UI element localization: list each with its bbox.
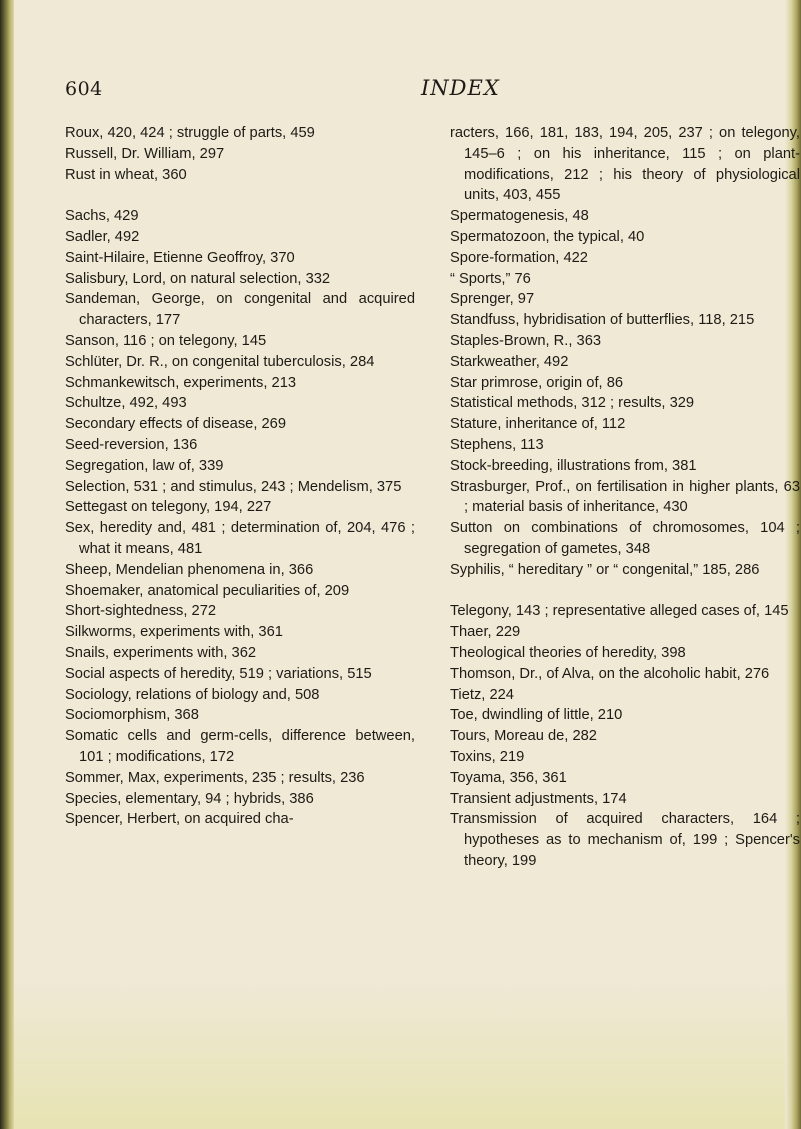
index-entry: “ Sports,” 76 [450,270,531,287]
index-entry: Toe, dwindling of little, 210 [450,707,623,724]
index-entry: Sadler, 492 [65,228,140,245]
index-entry: Spermatozoon, the typical, 40 [450,228,645,245]
page-bottom-tint [14,979,785,1129]
index-entry: Syphilis, “ hereditary ” or “ congenital,” 185, 286 [450,561,760,578]
index-entry: Standfuss, hybridisation of butterflies, 118, 215 [450,312,755,329]
index-column-left [65,123,415,830]
index-entry: Selection, 531 ; and stimulus, 243 ; Mendelism, 375 [65,478,402,495]
index-entry: Shoemaker, anatomical peculiarities of, 209 [65,582,350,599]
index-entry: Tietz, 224 [450,686,514,703]
index-entry: Secondary effects of disease, 269 [65,416,287,433]
index-entry: Saint-Hilaire, Etienne Geoffroy, 370 [65,249,295,266]
index-entry: Schultze, 492, 493 [65,395,187,412]
index-entry: Stock-breeding, illustrations from, 381 [450,457,697,474]
index-entry: racters, 166, 181, 183, 194, 205, 237 ; on telegony, 145–6 ; on his inheritance, 115 ; on plant-modifications, 212 ; his theory of physiological units, 403, 455 [450,125,800,204]
index-entry: Theological theories of heredity, 398 [450,644,686,661]
index-entry: Settegast on telegony, 194, 227 [65,499,272,516]
index-entry: Rust in wheat, 360 [65,166,187,183]
running-head: INDEX [421,76,500,100]
index-entry: Sutton on combinations of chromosomes, 104 ; segregation of gametes, 348 [450,520,800,557]
page-header [0,78,801,108]
index-entry: Russell, Dr. William, 297 [65,145,225,162]
index-entry: Thomson, Dr., of Alva, on the alcoholic habit, 276 [450,665,770,682]
page-number: 604 [65,78,103,100]
index-entry: Spermatogenesis, 48 [450,208,589,225]
index-entry: Schmankewitsch, experiments, 213 [65,374,297,391]
index-entry: Thaer, 229 [450,624,521,641]
index-entry: Star primrose, origin of, 86 [450,374,624,391]
index-entry: Sex, heredity and, 481 ; determination of, 204, 476 ; what it means, 481 [65,520,415,557]
index-entry: Starkweather, 492 [450,353,569,370]
index-entry: Short-sightedness, 272 [65,603,217,620]
index-entry: Sachs, 429 [65,208,139,225]
index-entry: Sociology, relations of biology and, 508 [65,686,320,703]
index-entry: Sandeman, George, on congenital and acquired characters, 177 [65,291,415,329]
index-entry: Transient adjustments, 174 [450,790,627,807]
index-entry: Segregation, law of, 339 [65,457,224,474]
index-column-right [450,123,800,872]
index-entry: Schlüter, Dr. R., on congenital tuberculosis, 284 [65,353,375,370]
index-entry: Strasburger, Prof., on fertilisation in higher plants, 63 ; material basis of inheritance, 430 [450,478,800,516]
index-entry: Social aspects of heredity, 519 ; variations, 515 [65,665,372,682]
index-entry: Sprenger, 97 [450,291,535,308]
index-entry: Snails, experiments with, 362 [65,644,257,661]
index-entry: Sheep, Mendelian phenomena in, 366 [65,561,314,578]
index-entry: Roux, 420, 424 ; struggle of parts, 459 [65,125,315,141]
index-entry: Sommer, Max, experiments, 235 ; results, 236 [65,769,365,786]
index-entry: Salisbury, Lord, on natural selection, 332 [65,270,331,287]
book-spine-edge [0,0,14,1129]
index-entry: Staples-Brown, R., 363 [450,332,602,349]
letter-group-spacer [65,185,415,206]
index-entry: Species, elementary, 94 ; hybrids, 386 [65,790,314,807]
index-entry: Stature, inheritance of, 112 [450,416,626,433]
index-entry: Stephens, 113 [450,436,544,453]
letter-group-spacer [450,581,800,602]
index-entry: Seed-reversion, 136 [65,436,198,453]
index-entry: Tours, Moreau de, 282 [450,728,597,745]
index-entry: Toxins, 219 [450,748,525,765]
index-entry: Telegony, 143 ; representative alleged cases of, 145 [450,603,789,620]
index-entry: Sanson, 116 ; on telegony, 145 [65,332,267,349]
index-entry: Sociomorphism, 368 [65,707,199,724]
index-entry: Spencer, Herbert, on acquired cha- [65,811,294,828]
index-entry: Silkworms, experiments with, 361 [65,624,283,641]
index-entry: Transmission of acquired characters, 164 ; hypotheses as to mechanism of, 199 ; Spencer's theory, 199 [450,811,800,869]
index-entry: Toyama, 356, 361 [450,769,567,786]
index-entry: Statistical methods, 312 ; results, 329 [450,395,695,412]
index-entry: Somatic cells and germ-cells, difference between, 101 ; modifications, 172 [65,728,415,765]
index-entry: Spore-formation, 422 [450,249,588,266]
